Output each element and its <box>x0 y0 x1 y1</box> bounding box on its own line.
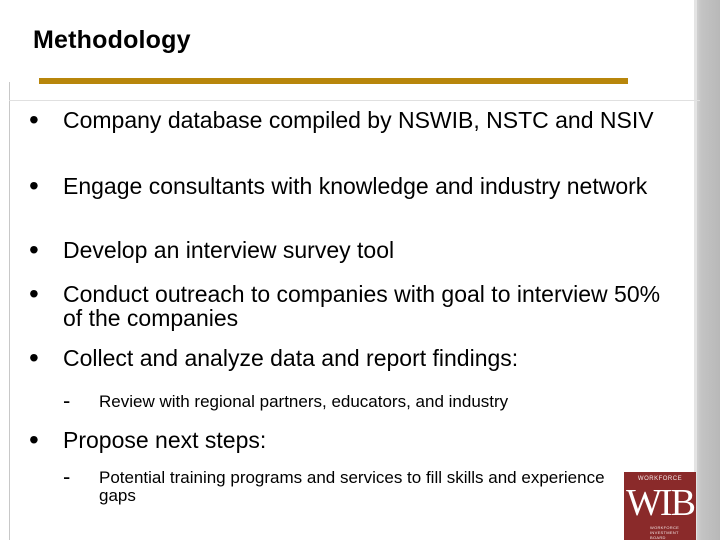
bullet-text: Develop an interview survey tool <box>63 237 395 263</box>
bullet-item <box>29 342 683 373</box>
sub-bullet-text: Review with regional partners, educators, and industry <box>99 392 509 411</box>
wib-logo <box>624 472 696 540</box>
logo-bottom-text: WORKFORCE INVESTMENT BOARD <box>650 525 680 540</box>
bullet-icon: • <box>29 234 39 265</box>
slide-title: Methodology <box>33 26 191 54</box>
bullet-icon: • <box>29 104 39 135</box>
bullet-item <box>29 424 683 455</box>
bullet-icon: • <box>29 278 39 309</box>
bullet-item <box>29 170 683 201</box>
dash-icon: - <box>63 464 71 489</box>
bullet-item <box>29 234 683 265</box>
bullet-text: Engage consultants with knowledge and industry network <box>63 173 648 199</box>
bullet-icon: • <box>29 424 39 455</box>
bullet-icon: • <box>29 170 39 201</box>
bullet-text: Conduct outreach to companies with goal to interview 50% of the companies <box>63 281 661 331</box>
logo-mark: WIB <box>626 482 694 524</box>
bullet-icon: • <box>29 342 39 373</box>
bullet-item <box>29 104 683 135</box>
bullet-text: Collect and analyze data and report findings: <box>63 345 519 371</box>
sub-bullet-text: Potential training programs and services to fill skills and experience gaps <box>99 468 605 505</box>
bullet-text: Propose next steps: <box>63 427 267 453</box>
right-side-band <box>697 0 720 540</box>
bullet-item <box>29 278 683 331</box>
dash-icon: - <box>63 388 71 413</box>
logo-top-text: WORKFORCE <box>637 476 683 482</box>
bullet-text: Company database compiled by NSWIB, NSTC and NSIV <box>63 107 654 133</box>
